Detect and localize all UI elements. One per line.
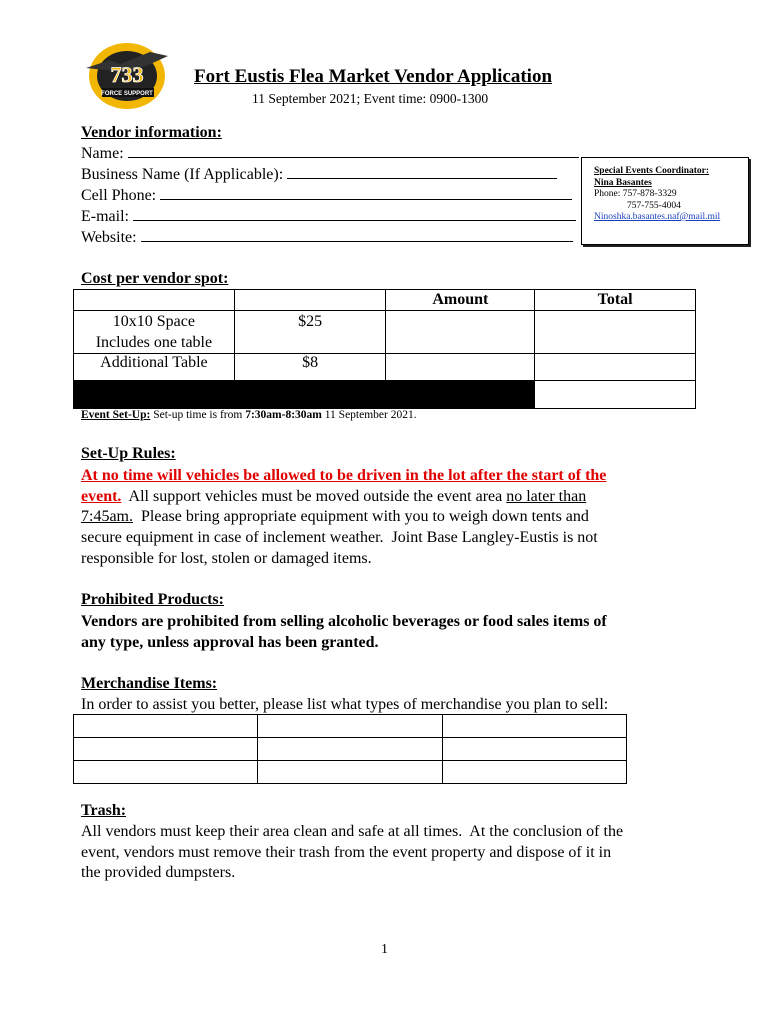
setup-note-text-2: 11 September 2021. [321, 409, 417, 421]
space-total-input[interactable] [535, 311, 696, 354]
prohibited-line1: Vendors are prohibited from selling alcoholic beverages or food sales items of [81, 613, 607, 630]
merchandise-cell[interactable] [442, 761, 626, 784]
prohibited-heading: Prohibited Products: [81, 591, 224, 608]
merchandise-cell[interactable] [442, 715, 626, 738]
vendor-info-heading: Vendor information: [81, 124, 222, 141]
coordinator-phone-2: 757-755-4004 [627, 200, 681, 211]
cost-heading: Cost per vendor spot: [81, 270, 229, 287]
setup-rules-line4: secure equipment in case of inclement weather. Joint Base Langley-Eustis is not [81, 529, 598, 547]
additional-table-price: $8 [234, 354, 386, 381]
space-row [74, 311, 696, 354]
setup-rules-deadline-b: 7:45am. [81, 508, 133, 526]
amount-column-header: Amount [386, 290, 535, 311]
coordinator-name: Nina Basantes [594, 177, 652, 188]
setup-rules-text-b: Please bring appropriate equipment with you to weigh down tents and [133, 508, 589, 526]
total-column-header: Total [535, 290, 696, 311]
setup-rules-heading: Set-Up Rules: [81, 445, 176, 462]
cost-header-row [74, 290, 696, 311]
merchandise-cell[interactable] [74, 715, 258, 738]
blacked-out-row [74, 381, 696, 409]
business-name-blank[interactable] [287, 165, 557, 179]
grand-total-input[interactable] [535, 381, 696, 409]
space-includes: Includes one table [95, 334, 213, 351]
additional-table-row [74, 354, 696, 381]
setup-rules-deadline-a: no later than [506, 487, 587, 505]
coordinator-email-link[interactable]: Ninoshka.basantes.naf@mail.mil [594, 212, 721, 222]
page-number: 1 [381, 942, 388, 957]
coordinator-title: Special Events Coordinator: [594, 166, 710, 176]
merchandise-instructions: In order to assist you better, please list what types of merchandise you plan to sell: [81, 696, 609, 713]
setup-rules-line5: responsible for lost, stolen or damaged items. [81, 549, 372, 567]
setup-note [81, 409, 417, 421]
additional-table-label: Additional Table [74, 354, 235, 381]
black-cell-3 [386, 381, 535, 409]
setup-rules-text [81, 466, 681, 570]
cost-table [73, 289, 696, 409]
merchandise-row [74, 715, 627, 738]
setup-note-time: 7:30am-8:30am [245, 409, 322, 421]
coordinator-phone-1: Phone: 757-878-3329 [594, 189, 677, 199]
trash-line1: All vendors must keep their area clean and safe at all times. At the conclusion of the [81, 823, 624, 840]
merchandise-row [74, 761, 627, 784]
cost-header-empty-2 [234, 290, 386, 311]
event-date-time: 11 September 2021; Event time: 0900-1300 [252, 91, 489, 106]
cell-phone-field[interactable] [81, 186, 572, 206]
business-name-label: Business Name (If Applicable): [81, 166, 284, 183]
prohibited-text [81, 612, 681, 653]
logo-caption: FORCE SUPPORT [101, 91, 153, 97]
additional-total-input[interactable] [535, 354, 696, 381]
merchandise-cell[interactable] [258, 738, 442, 761]
space-amount-input[interactable] [386, 311, 535, 354]
merchandise-row [74, 738, 627, 761]
website-field[interactable] [81, 228, 573, 248]
website-label: Website: [81, 229, 137, 246]
space-size: 10x10 Space [112, 313, 195, 330]
merchandise-table [73, 714, 627, 784]
space-price: $25 [234, 311, 386, 354]
name-field[interactable] [81, 144, 579, 164]
merchandise-cell[interactable] [442, 738, 626, 761]
merchandise-heading: Merchandise Items: [81, 675, 218, 692]
email-blank[interactable] [133, 207, 576, 221]
email-label: E-mail: [81, 208, 129, 225]
merchandise-cell[interactable] [258, 715, 442, 738]
cost-header-empty-1 [74, 290, 235, 311]
business-name-field[interactable] [81, 165, 557, 185]
merchandise-cell[interactable] [74, 761, 258, 784]
page-title: Fort Eustis Flea Market Vendor Application [194, 66, 553, 87]
cell-phone-blank[interactable] [160, 186, 572, 200]
website-blank[interactable] [141, 228, 573, 242]
trash-heading: Trash: [81, 802, 127, 819]
setup-note-label: Event Set-Up: [81, 409, 151, 421]
cell-phone-label: Cell Phone: [81, 187, 157, 204]
black-cell-2 [234, 381, 386, 409]
setup-note-text-1: Set-up time is from [150, 409, 246, 421]
setup-rules-warning-line2: event. [81, 487, 122, 505]
name-blank[interactable] [128, 144, 579, 158]
prohibited-line2: any type, unless approval has been granted. [81, 633, 379, 651]
space-description [74, 311, 235, 354]
setup-rules-text-a: All support vehicles must be moved outside the event area [121, 487, 507, 505]
coordinator-box [581, 157, 749, 245]
733-force-support-logo [80, 38, 174, 114]
trash-line3: the provided dumpsters. [81, 864, 236, 882]
trash-text [81, 822, 681, 884]
black-cell-1 [74, 381, 235, 409]
merchandise-cell[interactable] [74, 738, 258, 761]
name-label: Name: [81, 145, 124, 162]
setup-rules-warning-line1: At no time will vehicles be allowed to be driven in the lot after the start of the [81, 467, 607, 484]
email-field[interactable] [81, 207, 576, 227]
logo-number: 733 [110, 62, 144, 87]
trash-line2: event, vendors must remove their trash from the event property and dispose of it in [81, 843, 612, 861]
merchandise-cell[interactable] [258, 761, 442, 784]
additional-amount-input[interactable] [386, 354, 535, 381]
